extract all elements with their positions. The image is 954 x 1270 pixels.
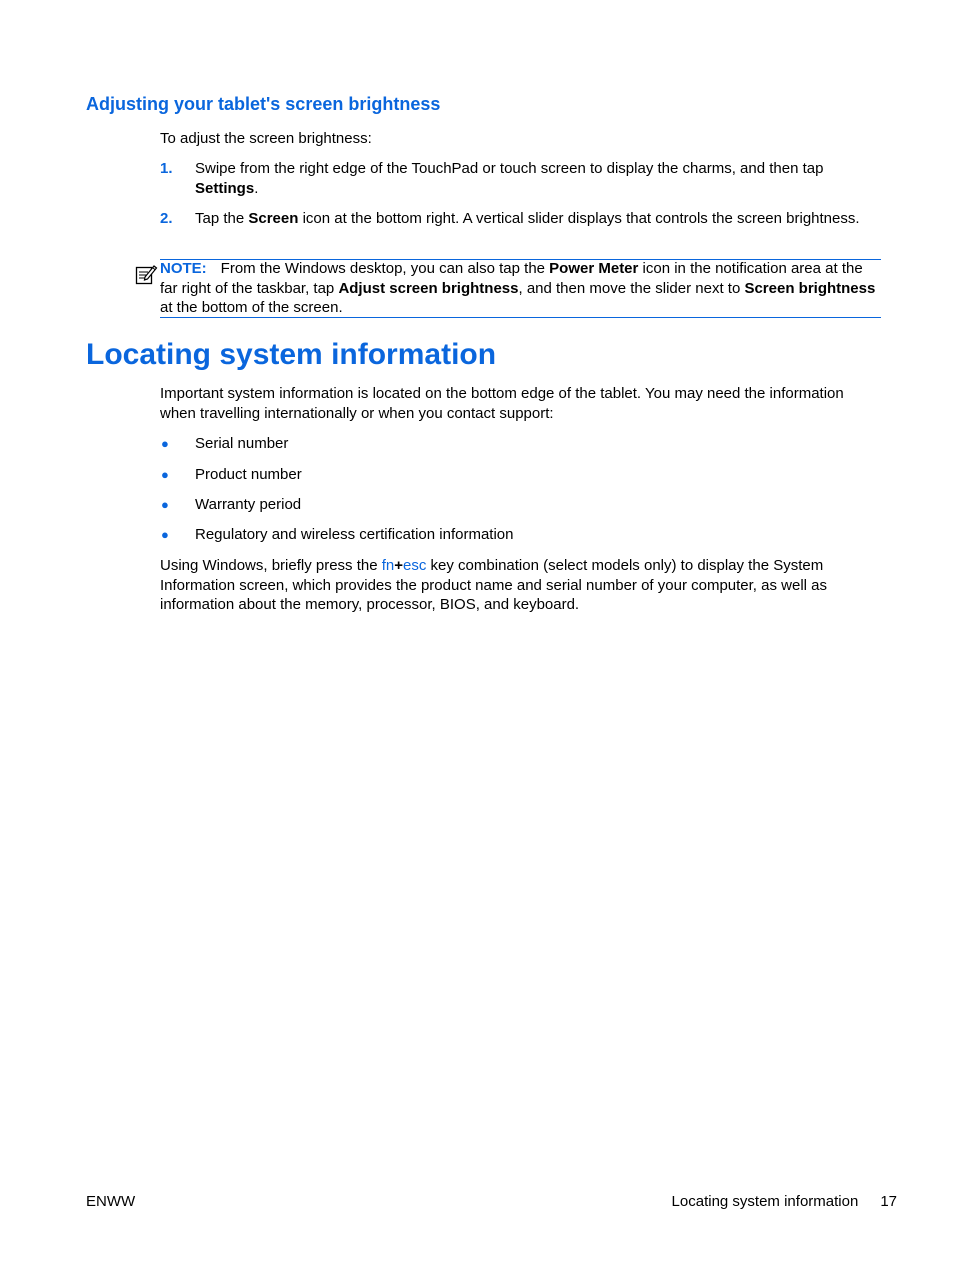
list-item: Product number [195, 466, 302, 483]
section-subheading: Adjusting your tablet's screen brightness [86, 94, 441, 114]
closing-paragraph: Using Windows, briefly press the fn+esc key combination (select models only) to display the System Information screen, which provides the product name and serial number of your computer, as well as information about the memory, processor, BIOS, and keyboard. [160, 557, 828, 613]
main-intro: Important system information is located on the bottom edge of the tablet. You may need the information when travelling internationally or when you contact support: [160, 385, 844, 422]
page-heading: Locating system information [86, 338, 497, 371]
list-item: Serial number [195, 435, 289, 452]
bullet-dot-icon: ● [161, 497, 169, 512]
step-1-number: 1. [160, 160, 173, 177]
bullet-dot-icon: ● [161, 467, 169, 482]
section-intro: To adjust the screen brightness: [160, 130, 372, 147]
list-item: Regulatory and wireless certification information [195, 526, 514, 543]
key-esc: esc [403, 557, 427, 574]
note-label: NOTE: [160, 260, 207, 277]
bullet-dot-icon: ● [161, 436, 169, 451]
step-1-text: Swipe from the right edge of the TouchPad or touch screen to display the charms, and then tap Settings. [195, 160, 824, 197]
step-2-text: Tap the Screen icon at the bottom right. A vertical slider displays that controls the screen brightness. [195, 210, 860, 227]
list-item: Warranty period [195, 496, 302, 513]
note-pencil-icon [134, 262, 158, 286]
key-fn: fn [381, 557, 395, 574]
footer-section-title: Locating system information [671, 1193, 859, 1210]
note-text: NOTE: From the Windows desktop, you can also tap the Power Meter icon in the notification area at the far right of the taskbar, tap Adjust screen brightness, and then move the slider next to Screen brightness at the bottom of the screen. [160, 260, 876, 316]
page-number: 17 [880, 1193, 897, 1210]
footer-right [672, 1192, 897, 1211]
bullet-dot-icon: ● [161, 527, 169, 542]
step-2-number: 2. [160, 210, 173, 227]
footer-left: ENWW [86, 1193, 136, 1210]
